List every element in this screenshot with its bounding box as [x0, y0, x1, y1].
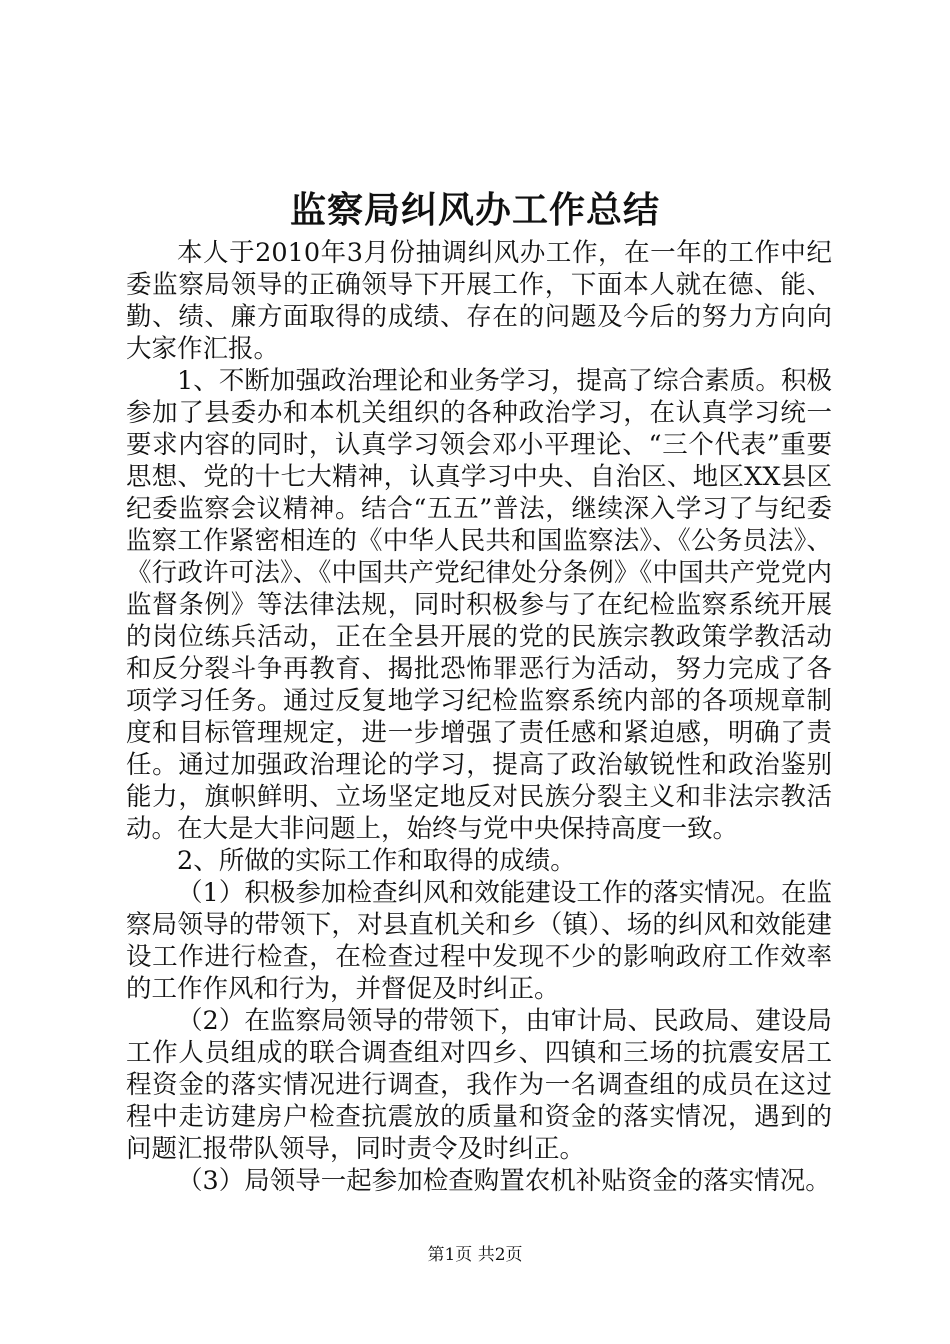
page-number-footer: 第1页 共2页 [427, 1245, 523, 1265]
paragraph-intro: 本人于2010年3月份抽调纠风办工作，在一年的工作中纪委监察局领导的正确领导下开展工作，下面本人就在德、能、勤、绩、廉方面取得的成绩、存在的问题及今后的努力方向向大家作汇报。 [126, 238, 832, 364]
paragraph-item-2: （2）在监察局领导的带领下，由审计局、民政局、建设局工作人员组成的联合调查组对四乡、四镇和三场的抗震安居工程资金的落实情况进行调查，我作为一名调查组的成员在这过程中走访建房户检查抗震放的质量和资金的落实情况，遇到的问题汇报带队领导，同时责令及时纠正。 [126, 1006, 832, 1164]
paragraph-section-2: 2、所做的实际工作和取得的成绩。 [177, 846, 576, 876]
document-title: 监察局纠风办工作总结 [289, 189, 660, 231]
document-body [126, 237, 832, 1197]
paragraph-item-1: （1）积极参加检查纠风和效能建设工作的落实情况。在监察局领导的带领下，对县直机关和乡（镇）、场的纠风和效能建设工作进行检查，在检查过程中发现不少的影响政府工作效率的工作作风和行为，并督促及时纠正。 [126, 878, 832, 1004]
paragraph-item-3: （3）局领导一起参加检查购置农机补贴资金的落实情况。 [177, 1166, 831, 1196]
paragraph-section-1: 1、不断加强政治理论和业务学习，提高了综合素质。积极参加了县委办和本机关组织的各种政治学习，在认真学习统一要求内容的同时，认真学习领会邓小平理论、“三个代表”重要思想、党的十七大精神，认真学习中央、自治区、地区XX县区纪委监察会议精神。结合“五五”普法，继续深入学习了与纪委监察工作紧密相连的《中华人民共和国监察法》、《公务员法》、《行政许可法》、《中国共产党纪律处分条例》《中国共产党党内监督条例》等法律法规，同时积极参与了在纪检监察系统开展的岗位练兵活动，正在全县开展的党的民族宗教政策学教活动和反分裂斗争再教育、揭批恐怖罪恶行为活动，努力完成了各项学习任务。通过反复地学习纪检监察系统内部的各项规章制度和目标管理规定，进一步增强了责任感和紧迫感，明确了责任。通过加强政治理论的学习，提高了政治敏锐性和政治鉴别能力，旗帜鲜明、立场坚定地反对民族分裂主义和非法宗教活动。在大是大非问题上，始终与党中央保持高度一致。 [126, 366, 832, 844]
